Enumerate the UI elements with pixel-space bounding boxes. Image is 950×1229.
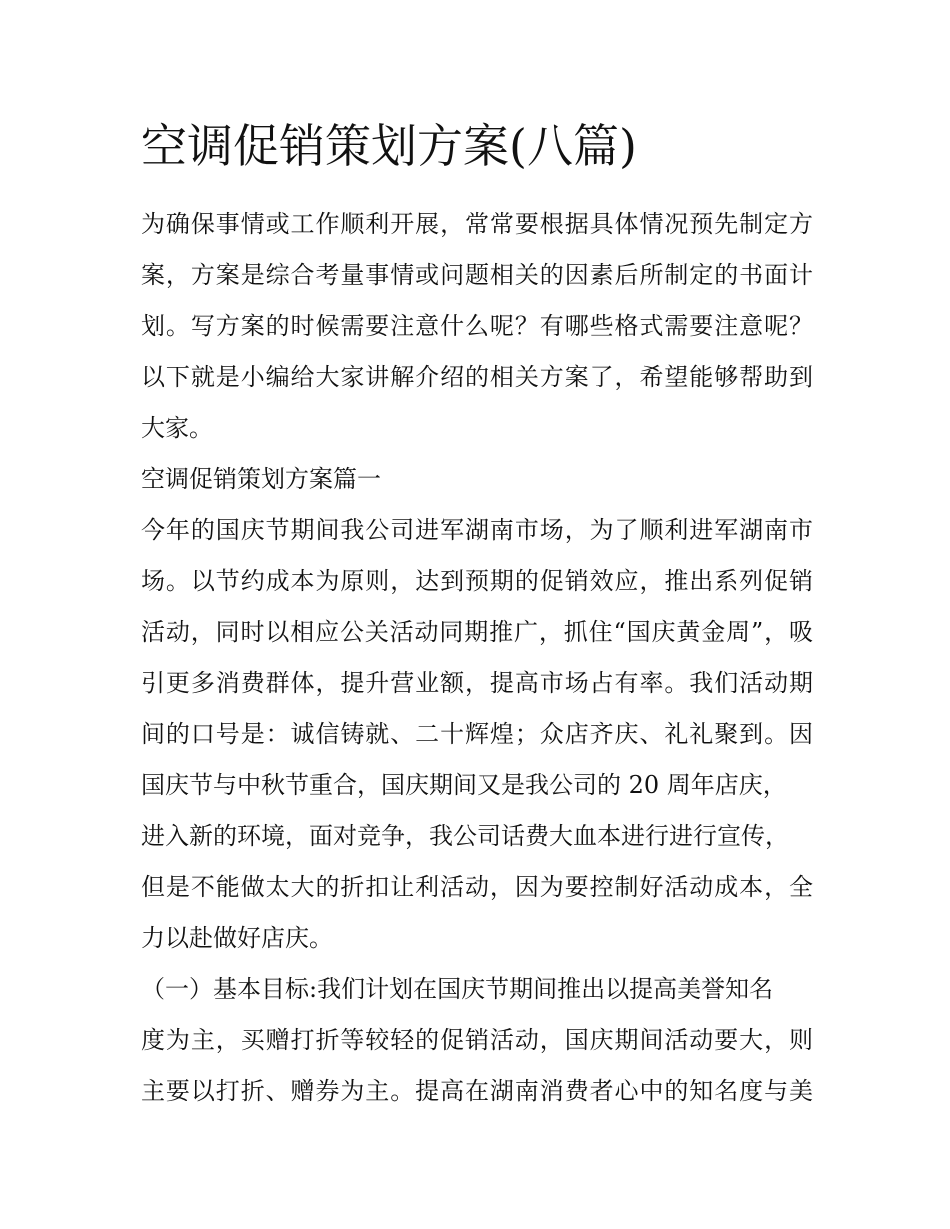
text-line: 今年的国庆节期间我公司进军湖南市场，为了顺利进军湖南市 — [141, 516, 813, 544]
document-body — [141, 199, 813, 1117]
text-line: 间的口号是：诚信铸就、二十辉煌；众店齐庆、礼礼聚到。因 — [141, 720, 813, 748]
document-title: 空调促销策划方案(八篇) — [141, 119, 637, 173]
text-line: 活动，同时以相应公关活动同期推广，抓住“国庆黄金周”，吸 — [141, 618, 813, 646]
text-line: 国庆节与中秋节重合，国庆期间又是我公司的 20 周年店庆， — [141, 771, 787, 799]
text-line: 划。写方案的时候需要注意什么呢？有哪些格式需要注意呢？ — [141, 312, 813, 340]
text-line: 进入新的环境，面对竞争，我公司话费大血本进行进行宣传， — [141, 822, 789, 850]
text-line: 力以赴做好店庆。 — [141, 924, 333, 952]
section-heading: 空调促销策划方案篇一 — [141, 465, 381, 493]
text-line: 场。以节约成本为原则，达到预期的促销效应，推出系列促销 — [141, 567, 813, 595]
text-line: 主要以打折、赠券为主。提高在湖南消费者心中的知名度与美 — [141, 1077, 813, 1105]
text-line: 以下就是小编给大家讲解介绍的相关方案了，希望能够帮助到 — [141, 363, 813, 391]
text-line: 大家。 — [141, 414, 213, 442]
text-line: 案，方案是综合考量事情或问题相关的因素后所制定的书面计 — [141, 261, 813, 289]
text-line: 但是不能做太大的折扣让利活动，因为要控制好活动成本，全 — [141, 873, 813, 901]
text-line: 引更多消费群体，提升营业额，提高市场占有率。我们活动期 — [141, 669, 813, 697]
text-line: 为确保事情或工作顺利开展，常常要根据具体情况预先制定方 — [141, 210, 813, 238]
text-line: （一）基本目标:我们计划在国庆节期间推出以提高美誉知名 — [141, 975, 774, 1003]
text-line: 度为主，买赠打折等较轻的促销活动，国庆期间活动要大，则 — [141, 1026, 813, 1054]
